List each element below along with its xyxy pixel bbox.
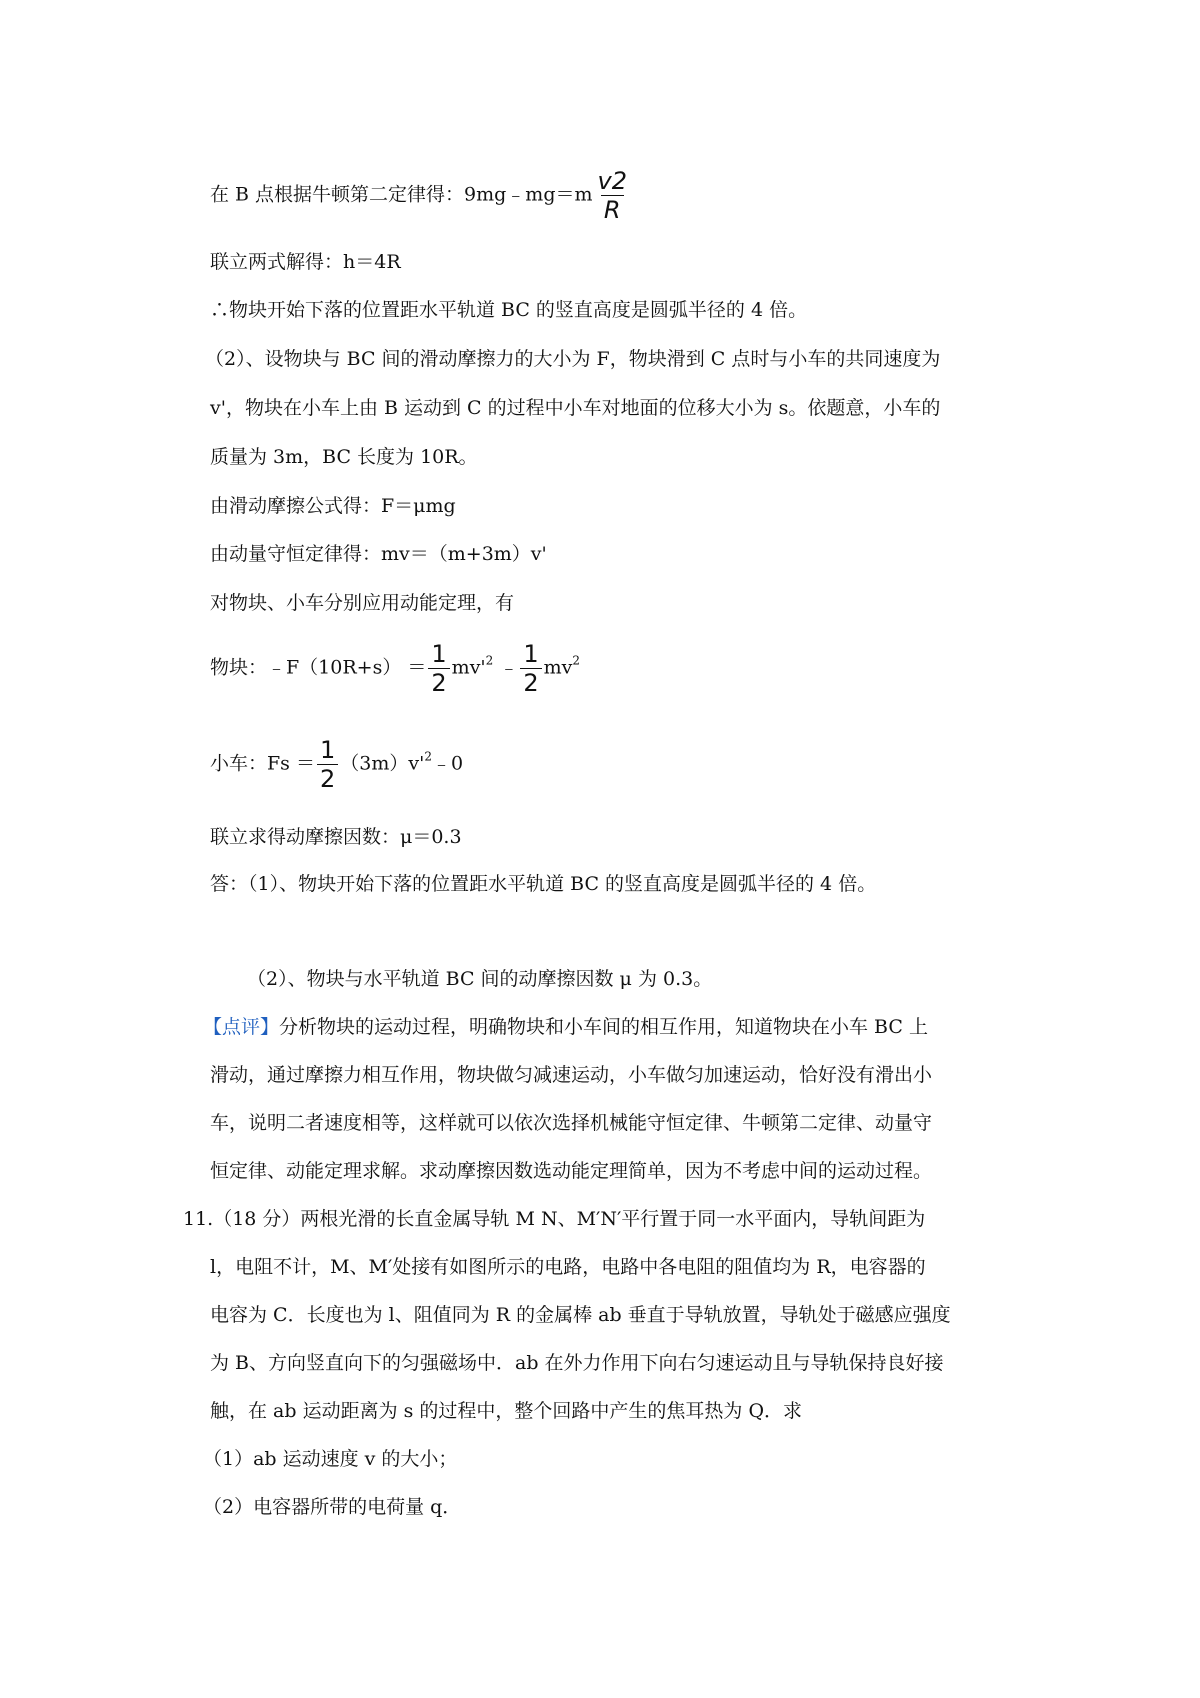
comment-line-1: [203, 1013, 928, 1041]
question-11-line-4: 为 B、方向竖直向下的匀强磁场中．ab 在外力作用下向右匀速运动且与导轨保持良好接: [210, 1352, 944, 1374]
text-line-12: 联立求得动摩擦因数：μ＝0.3: [210, 826, 462, 848]
superscript: 2: [572, 653, 581, 668]
text-line-7: 由滑动摩擦公式得：F＝μmg: [210, 495, 456, 517]
text-line-4: （2）、设物块与 BC 间的滑动摩擦力的大小为 F，物块滑到 C 点时与小车的共同速度为: [205, 348, 941, 370]
fraction-denominator: 2: [520, 668, 541, 697]
answer-line-2: （2）、物块与水平轨道 BC 间的动摩擦因数 μ 为 0.3。: [247, 968, 713, 990]
comment-line-4: 恒定律、动能定理求解。求动摩擦因数选动能定理简单，因为不考虑中间的运动过程。: [210, 1160, 933, 1182]
superscript: 2: [424, 749, 432, 764]
comment-tag: 【点评】: [203, 1016, 280, 1038]
text-line-5: v'，物块在小车上由 B 运动到 C 的过程中小车对地面的位移大小为 s。依题意，小车的: [210, 397, 941, 419]
answer-line-1: 答：（1）、物块开始下落的位置距水平轨道 BC 的竖直高度是圆弧半径的 4 倍。: [210, 873, 877, 895]
fraction-denominator: 2: [428, 668, 449, 697]
superscript: 2: [485, 653, 494, 668]
eq-newton-line: [210, 167, 632, 224]
text-line-6: 质量为 3m，BC 长度为 10R。: [210, 446, 478, 468]
eq-block-line: [210, 640, 580, 697]
fraction-numerator: v2: [597, 167, 627, 195]
comment-text: 分析物块的运动过程，明确物块和小车间的相互作用，知道物块在小车 BC 上: [279, 1016, 928, 1038]
text-line-8: 由动量守恒定律得：mv＝（m+3m）v': [210, 543, 547, 565]
comment-line-2: 滑动，通过摩擦力相互作用，物块做匀减速运动，小车做匀加速运动，恰好没有滑出小: [210, 1064, 933, 1086]
eq-cart-post: （3m）v': [340, 752, 425, 775]
text-line-2: 联立两式解得：h＝4R: [210, 251, 401, 273]
question-11-line-2: l，电阻不计，M、M′处接有如图所示的电路，电路中各电阻的阻值均为 R，电容器的: [210, 1256, 926, 1278]
question-11-sub-2: （2）电容器所带的电荷量 q．: [203, 1496, 462, 1518]
fraction-numerator: 1: [431, 640, 447, 668]
fraction-numerator: 1: [319, 736, 336, 764]
question-11-line-1: 11.（18 分）两根光滑的长直金属导轨 M N、M′N′平行置于同一水平面内，导轨间距为: [183, 1208, 926, 1230]
question-11-sub-1: （1）ab 运动速度 v 的大小；: [203, 1448, 458, 1470]
eq-cart-line: [210, 736, 463, 793]
eq-block-mid: mv': [451, 656, 486, 679]
question-11-line-3: 电容为 C．长度也为 l、阻值同为 R 的金属棒 ab 垂直于导轨放置，导轨处于磁感应强度: [210, 1304, 951, 1326]
fraction-one-half: [428, 640, 449, 697]
fraction-one-half: [520, 640, 541, 697]
eq-block-pre: 物块：﹣F（10R+s） ＝: [210, 656, 427, 679]
question-11-line-5: 触，在 ab 运动距离为 s 的过程中，整个回路中产生的焦耳热为 Q．求: [210, 1400, 803, 1422]
fraction-denominator: R: [601, 195, 624, 224]
fraction-numerator: 1: [523, 640, 539, 668]
eq-block-post: mv: [543, 656, 573, 679]
eq-block-minus: ﹣: [493, 656, 519, 679]
text-line-9: 对物块、小车分别应用动能定理，有: [210, 592, 515, 614]
fraction-v2-over-R: [595, 167, 630, 224]
text-line-3: ∴物块开始下落的位置距水平轨道 BC 的竖直高度是圆弧半径的 4 倍。: [210, 299, 808, 321]
fraction-one-half: [317, 736, 338, 793]
eq-cart-pre: 小车：Fs ＝: [210, 752, 315, 775]
eq-cart-tail: ﹣0: [431, 752, 464, 775]
fraction-denominator: 2: [317, 764, 338, 793]
eq-newton-text: 在 B 点根据牛顿第二定律得：9mg﹣mg＝m: [210, 183, 593, 206]
comment-line-3: 车，说明二者速度相等，这样就可以依次选择机械能守恒定律、牛顿第二定律、动量守: [210, 1112, 933, 1134]
